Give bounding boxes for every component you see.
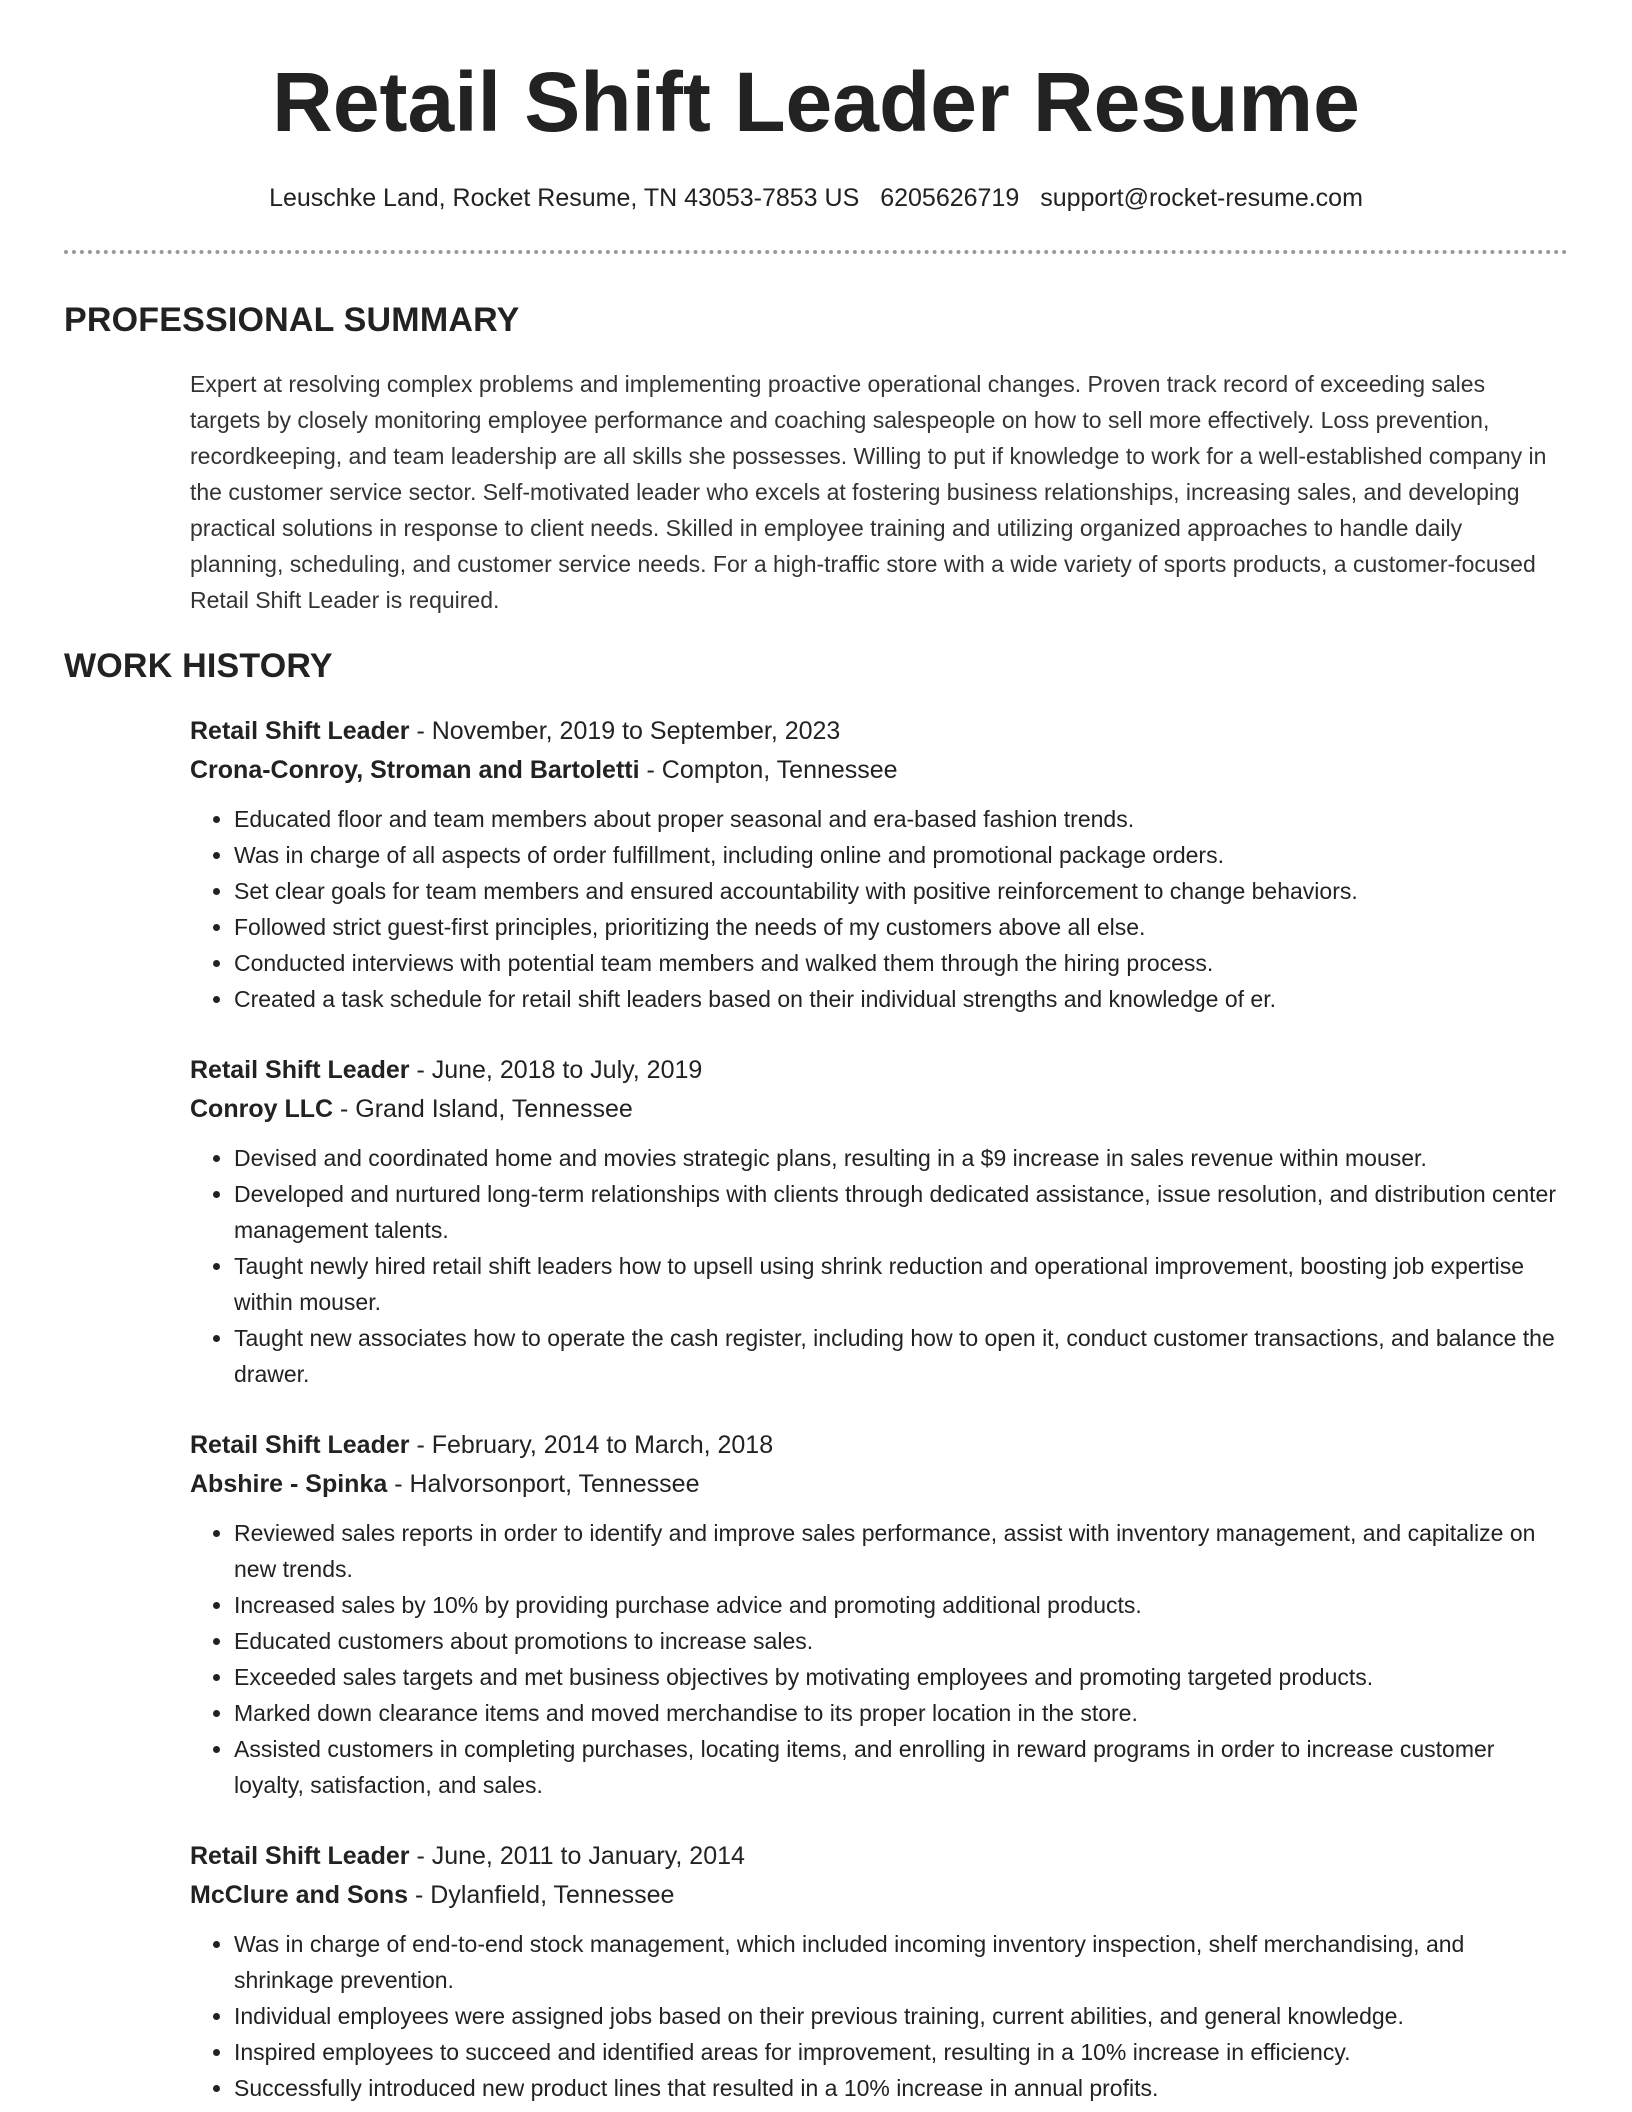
contact-phone: 6205626719 [880, 184, 1020, 212]
job-entry [190, 1426, 1570, 1803]
job-bullets [190, 1140, 1570, 1392]
job-title: Retail Shift Leader [190, 1056, 410, 1084]
job-bullet: • Increased sales by 10% by providing purchase advice and promoting additional products. [234, 1587, 1570, 1623]
job-bullet: • Reviewed sales reports in order to identify and improve sales performance, assist with inventory management, and capitalize on new trends. [234, 1515, 1570, 1587]
job-bullet: • Inspired employees to succeed and identified areas for improvement, resulting in a 10% increase in efficiency. [234, 2034, 1570, 2070]
job-bullet: • Was in charge of all aspects of order fulfillment, including online and promotional package orders. [234, 837, 1570, 873]
job-company-line [190, 1465, 1570, 1504]
job-bullet: • Developed and nurtured long-term relationships with clients through dedicated assistance, issue resolution, and distribution center management talents. [234, 1176, 1570, 1248]
job-title: Retail Shift Leader [190, 1842, 410, 1870]
job-company-line [190, 1090, 1570, 1129]
job-dates: - February, 2014 to March, 2018 [409, 1431, 774, 1459]
job-location: - Halvorsonport, Tennessee [387, 1470, 700, 1498]
job-entry [190, 1051, 1570, 1392]
job-bullet: • Individual employees were assigned jobs based on their previous training, current abilities, and general knowledge. [234, 1998, 1570, 2034]
job-bullet: • Was in charge of end-to-end stock management, which included incoming inventory inspection, shelf merchandising, and shrinkage prevention. [234, 1926, 1570, 1998]
contact-address: Leuschke Land, Rocket Resume, TN 43053-7853 US [269, 184, 860, 212]
job-bullet: • Taught new associates how to operate the cash register, including how to open it, conduct customer transactions, and balance the drawer. [234, 1320, 1570, 1392]
page-title: Retail Shift Leader Resume [272, 55, 1360, 149]
job-bullet: • Educated floor and team members about proper seasonal and era-based fashion trends. [234, 801, 1570, 837]
job-bullet: • Assisted customers in completing purchases, locating items, and enrolling in reward programs in order to increase customer loyalty, satisfaction, and sales. [234, 1731, 1570, 1803]
job-bullet: • Devised and coordinated home and movies strategic plans, resulting in a $9 increase in sales revenue within mouser. [234, 1140, 1570, 1176]
job-entry [190, 712, 1570, 1017]
summary-text: Expert at resolving complex problems and implementing proactive operational changes. Proven track record of exceeding sales targets by closely monitoring employee performance and coaching salespeople on how to sell more effectively. Loss prevention, recordkeeping, and team leadership are all skills she possesses. Willing to put if knowledge to work for a well-established company in the customer service sector. Self-motivated leader who excels at fostering business relationships, increasing sales, and developing practical solutions in response to client needs. Skilled in employee training and utilizing organized approaches to handle daily planning, scheduling, and customer service needs. For a high-traffic store with a wide variety of sports products, a customer-focused Retail Shift Leader is required. [190, 371, 1547, 613]
summary-heading: PROFESSIONAL SUMMARY [64, 301, 520, 339]
job-dates: - June, 2018 to July, 2019 [409, 1056, 703, 1084]
job-bullet: • Conducted interviews with potential team members and walked them through the hiring process. [234, 945, 1570, 981]
job-title-line [190, 1426, 1570, 1465]
job-dates: - June, 2011 to January, 2014 [409, 1842, 745, 1870]
job-title-line [190, 1837, 1570, 1876]
job-company: Conroy LLC [190, 1095, 334, 1123]
header-divider [64, 250, 1568, 254]
job-bullet: • Exceeded sales targets and met business objectives by motivating employees and promoting targeted products. [234, 1659, 1570, 1695]
job-bullets [190, 1515, 1570, 1803]
job-company: McClure and Sons [190, 1881, 409, 1909]
job-location: - Dylanfield, Tennessee [408, 1881, 675, 1909]
job-company-line [190, 751, 1570, 790]
job-bullets [190, 801, 1570, 1017]
job-bullet: • Educated customers about promotions to increase sales. [234, 1623, 1570, 1659]
job-bullet: • Set clear goals for team members and ensured accountability with positive reinforcement to change behaviors. [234, 873, 1570, 909]
job-company: Abshire - Spinka [190, 1470, 388, 1498]
contact-email: support@rocket-resume.com [1040, 184, 1363, 212]
work-history-heading: WORK HISTORY [64, 647, 333, 685]
contact-info [0, 180, 1632, 216]
work-history-list [190, 712, 1570, 2112]
job-title-line [190, 712, 1570, 751]
job-title: Retail Shift Leader [190, 717, 410, 745]
job-bullet: • Followed strict guest-first principles, prioritizing the needs of my customers above all else. [234, 909, 1570, 945]
job-company: Crona-Conroy, Stroman and Bartoletti [190, 756, 640, 784]
job-entry [190, 1837, 1570, 2106]
job-bullet: • Successfully introduced new product lines that resulted in a 10% increase in annual profits. [234, 2070, 1570, 2106]
job-company-line [190, 1876, 1570, 1915]
job-title-line [190, 1051, 1570, 1090]
job-bullet: • Taught newly hired retail shift leaders how to upsell using shrink reduction and operational improvement, boosting job expertise within mouser. [234, 1248, 1570, 1320]
job-dates: - November, 2019 to September, 2023 [409, 717, 841, 745]
job-location: - Compton, Tennessee [639, 756, 898, 784]
job-title: Retail Shift Leader [190, 1431, 410, 1459]
job-bullets [190, 1926, 1570, 2106]
job-bullet: • Created a task schedule for retail shift leaders based on their individual strengths and knowledge of er. [234, 981, 1570, 1017]
job-bullet: • Marked down clearance items and moved merchandise to its proper location in the store. [234, 1695, 1570, 1731]
job-location: - Grand Island, Tennessee [333, 1095, 633, 1123]
